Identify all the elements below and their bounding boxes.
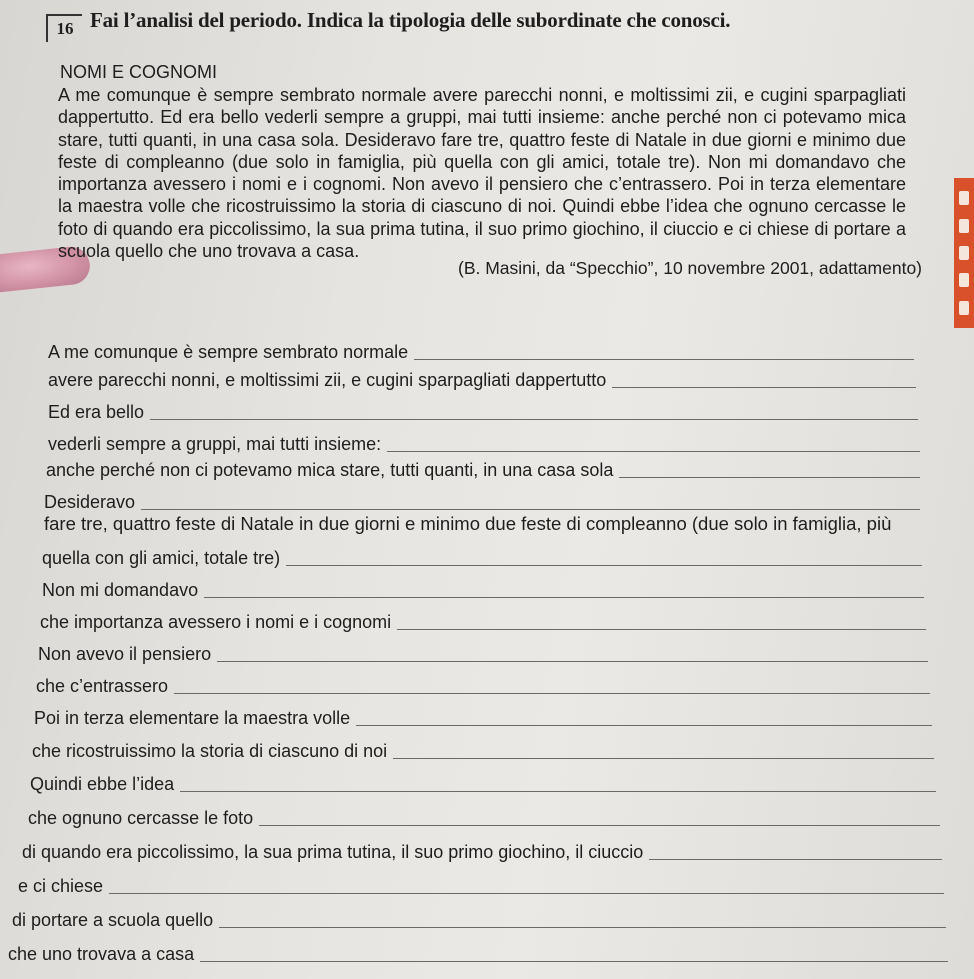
clause-row	[22, 842, 942, 863]
clause-row	[34, 708, 932, 729]
answer-line[interactable]	[612, 386, 916, 388]
answer-line[interactable]	[414, 358, 914, 360]
clause-row	[44, 513, 964, 535]
answer-line[interactable]	[219, 926, 946, 928]
answer-line[interactable]	[109, 892, 944, 894]
answer-line[interactable]	[393, 757, 934, 759]
clause-row	[48, 402, 918, 423]
clause-row	[8, 944, 948, 965]
page-side-tab	[954, 178, 974, 328]
clause-text: Non avevo il pensiero	[38, 644, 212, 664]
clause-row	[42, 548, 922, 569]
answer-line[interactable]	[619, 476, 920, 478]
clause-text: vederli sempre a gruppi, mai tutti insieme:	[48, 434, 382, 454]
clause-text: di quando era piccolissimo, la sua prima tutina, il suo primo giochino, il ciuccio	[22, 842, 644, 862]
answer-line[interactable]	[204, 596, 924, 598]
answer-line[interactable]	[180, 790, 936, 792]
exercise-instruction: Fai l’analisi del periodo. Indica la tipologia delle subordinate che conosci.	[90, 8, 731, 32]
clause-text: avere parecchi nonni, e moltissimi zii, e cugini sparpagliati dappertutto	[48, 370, 607, 390]
answer-line[interactable]	[286, 564, 922, 566]
clause-row	[38, 644, 928, 665]
clause-text: Poi in terza elementare la maestra volle	[34, 708, 351, 728]
passage-title: NOMI E COGNOMI	[60, 62, 217, 82]
clause-text: fare tre, quattro feste di Natale in due giorni e minimo due feste di compleanno (due solo in famiglia, più	[44, 513, 892, 534]
clause-row	[42, 580, 924, 601]
exercise-number: 16	[46, 14, 82, 42]
clause-text: che ricostruissimo la storia di ciascuno di noi	[32, 741, 388, 761]
clause-row	[32, 741, 934, 762]
clause-text: anche perché non ci potevamo mica stare, tutti quanti, in una casa sola	[46, 460, 614, 480]
clause-text: Desideravo	[44, 492, 136, 512]
clause-row	[48, 370, 916, 391]
passage-text: A me comunque è sempre sembrato normale avere parecchi nonni, e moltissimi zii, e cugini sparpagliati dappertutto. Ed era bello vederli sempre a gruppi, mai tutti insieme: anche perché non ci potevamo mica stare, tutti quanti, in una casa sola. Desideravo fare tre, quattro feste di Natale in due giorni e minimo due feste di compleanno (due solo in famiglia, più quella con gli amici, totale tre). Non mi domandavo che importanza avessero i nomi e i cognomi. Non avevo il pensiero che c’entrassero. Poi in terza elementare la maestra volle che ricostruissimo la storia di ciascuno di noi. Quindi ebbe l’idea che ognuno cercasse le foto di quando era piccolissimo, la sua prima tutina, il suo primo giochino, il ciuccio e ci chiese di portare a scuola quello che uno trovava a casa.	[58, 85, 906, 262]
clause-row	[30, 774, 936, 795]
clause-text: che importanza avessero i nomi e i cognomi	[40, 612, 392, 632]
clause-text: Quindi ebbe l’idea	[30, 774, 175, 794]
answer-line[interactable]	[200, 960, 948, 962]
clause-text: Ed era bello	[48, 402, 145, 422]
clause-row	[28, 808, 940, 829]
clause-text: che uno trovava a casa	[8, 944, 195, 964]
answer-line[interactable]	[217, 660, 928, 662]
passage-source: (B. Masini, da “Specchio”, 10 novembre 2001, adattamento)	[458, 258, 922, 278]
clause-row	[36, 676, 930, 697]
clause-row	[46, 460, 920, 481]
clause-row	[44, 492, 920, 513]
clause-text: quella con gli amici, totale tre)	[42, 548, 281, 568]
clause-text: A me comunque è sempre sembrato normale	[48, 342, 409, 362]
answer-line[interactable]	[150, 418, 918, 420]
answer-line[interactable]	[397, 628, 926, 630]
clause-row	[40, 612, 926, 633]
clause-text: che c’entrassero	[36, 676, 169, 696]
clause-text: Non mi domandavo	[42, 580, 199, 600]
answer-line[interactable]	[174, 692, 930, 694]
answer-line[interactable]	[259, 824, 940, 826]
answer-line[interactable]	[649, 858, 942, 860]
clause-text: che ognuno cercasse le foto	[28, 808, 254, 828]
clause-row	[48, 342, 914, 363]
answer-line[interactable]	[141, 508, 920, 510]
clause-row	[18, 876, 944, 897]
clause-text: di portare a scuola quello	[12, 910, 214, 930]
clause-text: e ci chiese	[18, 876, 104, 896]
answer-line[interactable]	[387, 450, 920, 452]
clause-row	[48, 434, 920, 455]
answer-line[interactable]	[356, 724, 932, 726]
clause-row	[12, 910, 946, 931]
